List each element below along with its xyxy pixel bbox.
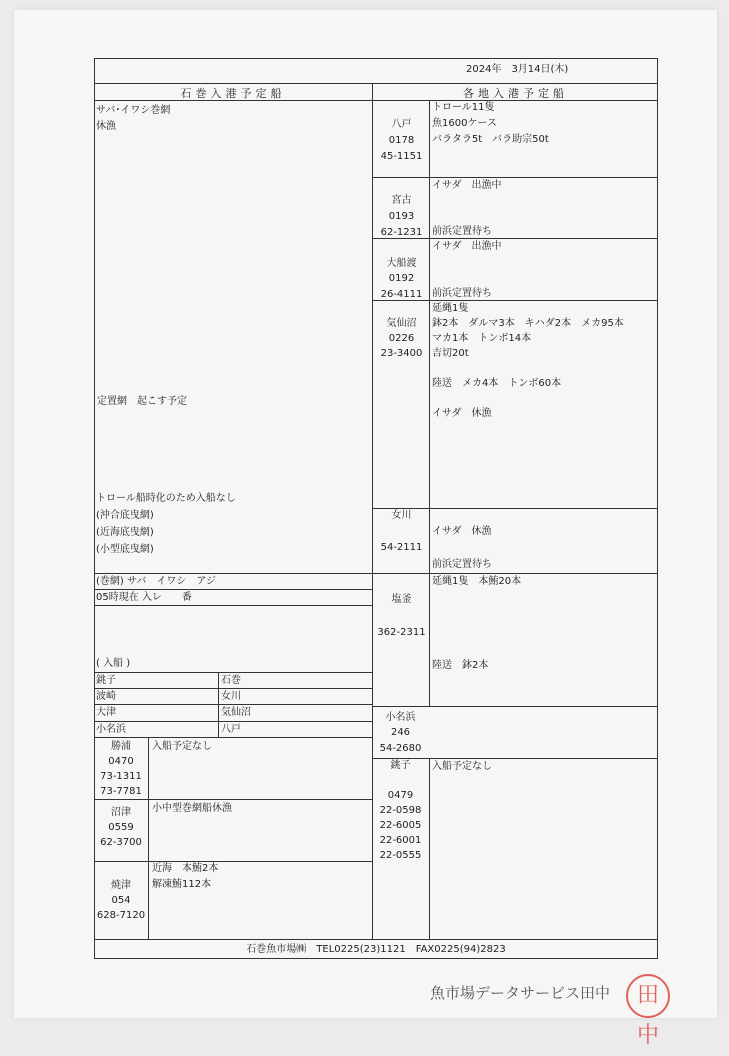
port-cell: 波崎 — [96, 691, 116, 702]
port-cell: 女川 — [221, 691, 241, 702]
port-cell: 小名浜 — [96, 724, 126, 735]
footer-rule — [94, 939, 658, 940]
port-info: イサダ 休漁 — [432, 526, 492, 537]
sub-port-name: 焼津 — [111, 880, 131, 891]
port-name: 気仙沼 — [386, 318, 417, 329]
port-phone: 62-1231 — [380, 227, 423, 238]
teichi-text: 定置網 起こす予定 — [97, 396, 187, 407]
signature: 魚市場データサービス田中 — [430, 984, 611, 1002]
port-name: 八戸 — [391, 119, 412, 130]
right-header: 各地入港予定船 — [463, 87, 568, 100]
trawl-type: (小型底曳網) — [96, 544, 154, 555]
sub-port-phone: 73-7781 — [100, 786, 142, 797]
sub-port-phone: 62-3700 — [100, 837, 142, 848]
saba-status: 休漁 — [96, 121, 116, 132]
left-rule — [94, 861, 373, 862]
port-cell: 八戸 — [221, 724, 241, 735]
makiami-title: (巻網) サバ イワシ アジ — [96, 576, 216, 587]
port-info: 前浜定置待ち — [432, 559, 492, 570]
port-phone: 0178 — [388, 135, 415, 146]
port-phone: 22-0598 — [379, 805, 422, 816]
port-cell: 銚子 — [96, 675, 116, 686]
trawl-note: トロール船時化のため入船なし — [96, 493, 236, 504]
sub-port-phone: 0470 — [108, 756, 134, 767]
sub-port-phone: 0559 — [108, 822, 134, 833]
footer-contact: 石巻魚市場㈱ TEL0225(23)1121 FAX0225(94)2823 — [246, 944, 506, 955]
port-info: 前浜定置待ち — [432, 288, 492, 299]
right-rule — [372, 300, 658, 301]
port-name: 小名浜 — [385, 712, 416, 723]
port-name: 宮古 — [391, 195, 412, 206]
port-info: イサダ 出漁中 — [432, 180, 502, 191]
sub-port-name: 沼津 — [111, 807, 131, 818]
report-date: 2024年 3月14日(木) — [466, 64, 569, 75]
port-phone: 22-6001 — [379, 835, 422, 846]
sub-port-info: 小中型巻網船休漁 — [152, 803, 232, 814]
port-phone: 0479 — [387, 790, 414, 801]
trawl-type: (近海底曳網) — [96, 527, 154, 538]
port-phone: 362-2311 — [377, 627, 426, 638]
port-phone: 246 — [390, 727, 411, 738]
right-divider — [429, 100, 430, 706]
left-rule — [94, 799, 373, 800]
port-name: 大船渡 — [386, 258, 417, 269]
port-phone: 54-2111 — [380, 542, 423, 553]
port-info: 吉切20t — [432, 348, 469, 359]
port-phone: 0193 — [388, 211, 415, 222]
sub-port-phone: 054 — [111, 895, 131, 906]
sub-port-divider — [148, 737, 149, 939]
port-name: 銚子 — [390, 760, 411, 771]
port-phone: 54-2680 — [379, 743, 422, 754]
port-info: 入船予定なし — [432, 761, 492, 772]
left-rule — [94, 605, 373, 606]
port-cell: 気仙沼 — [221, 707, 251, 718]
port-phone: 0226 — [388, 333, 415, 344]
port-info: 陸送 メカ4本 トンボ60本 — [432, 378, 562, 389]
port-cell: 石巻 — [221, 675, 241, 686]
frame-top — [94, 58, 658, 59]
port-info: 延縄1隻 — [432, 303, 469, 314]
port-phone: 26-4111 — [380, 289, 423, 300]
port-phone: 45-1151 — [380, 151, 423, 162]
sub-port-info: 近海 本鮪2本 — [152, 863, 219, 874]
left-header: 石巻入港予定船 — [180, 87, 286, 100]
seal-stamp: 田中 — [626, 974, 670, 1018]
header-top-line — [94, 83, 658, 84]
port-phone: 0192 — [388, 273, 415, 284]
nyusen-title: ( 入船 ) — [96, 658, 131, 669]
port-cell: 大津 — [96, 707, 116, 718]
port-phone: 23-3400 — [380, 348, 423, 359]
port-info: イサダ 出漁中 — [432, 241, 502, 252]
port-info: 陸送 鉢2本 — [432, 660, 489, 671]
port-info: バラタラ5t バラ助宗50t — [432, 134, 549, 145]
port-info: イサダ 休漁 — [432, 408, 492, 419]
left-rule — [94, 737, 373, 738]
port-info: 延縄1隻 本鮪20本 — [432, 576, 522, 587]
frame-bottom — [94, 958, 658, 959]
right-rule — [372, 177, 658, 178]
sub-port-name: 勝浦 — [111, 741, 131, 752]
makiami-time: 05時現在 入レ 番 — [96, 592, 192, 603]
saba-title: サバ･イワシ巻網 — [96, 105, 171, 116]
right-rule — [372, 238, 658, 239]
sub-port-info: 入船予定なし — [152, 741, 212, 752]
port-info: 鉢2本 ダルマ3本 キハダ2本 メカ95本 — [432, 318, 624, 329]
right-divider — [429, 758, 430, 939]
port-name: 女川 — [391, 510, 412, 521]
port-info: トロール11隻 — [432, 102, 495, 113]
port-info: 前浜定置待ち — [432, 226, 492, 237]
port-phone: 22-6005 — [379, 820, 422, 831]
sub-port-phone: 628-7120 — [96, 910, 146, 921]
right-rule — [372, 706, 658, 707]
sub-port-info: 解凍鮪112本 — [152, 879, 212, 890]
port-info: 魚1600ケース — [432, 118, 497, 129]
ports-grid-divider — [218, 672, 219, 738]
sub-port-phone: 73-1311 — [100, 771, 142, 782]
port-name: 塩釜 — [391, 594, 412, 605]
trawl-type: (沖合底曳網) — [96, 510, 154, 521]
port-info: マカ1本 トンボ14本 — [432, 333, 532, 344]
port-phone: 22-0555 — [379, 850, 422, 861]
